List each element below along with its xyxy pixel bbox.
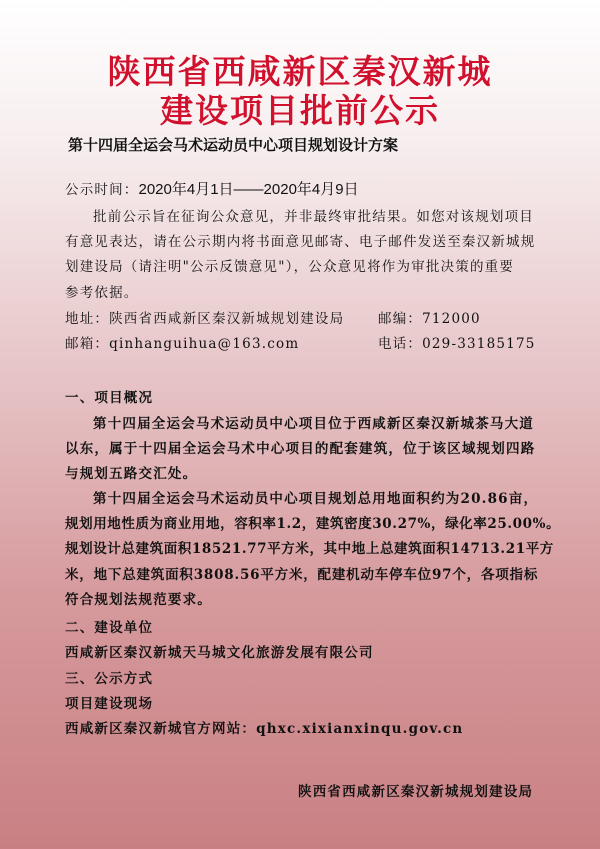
section-1-line: 米，地下总建筑面积3808.56平方米，配建机动车停车位97个，各项指标 xyxy=(65,567,539,583)
section-1-line: 以东，属于十四届全运会马术中心项目的配套建筑，位于该区域规划四路 xyxy=(65,441,536,457)
period-value: 2020年4月1日——2020年4月9日 xyxy=(138,181,359,198)
official-website[interactable]: 西咸新区秦汉新城官方网站：qhxc.xixianxinqu.gov.cn xyxy=(65,721,464,737)
postcode: 邮编：712000 xyxy=(378,311,481,327)
section-2-title: 二、建设单位 xyxy=(65,620,154,636)
section-3-title: 三、公示方式 xyxy=(65,671,154,687)
section-1-line: 规划用地性质为商业用地，容积率1.2，建筑密度30.27%，绿化率25.00%。 xyxy=(65,516,561,532)
intro-line: 有意见表达，请在公示期内将书面意见邮寄、电子邮件发送至秦汉新城规 xyxy=(65,234,536,250)
section-1-line: 与规划五路交汇处。 xyxy=(65,466,198,482)
phone: 电话：029-33185175 xyxy=(378,336,536,352)
email[interactable]: 邮箱：qinhanguihua@163.com xyxy=(65,336,300,352)
section-1-line: 第十四届全运会马术运动员中心项目规划总用地面积约为20.86亩， xyxy=(93,491,539,507)
section-1-line: 规划设计总建筑面积18521.77平方米，其中地上总建筑面积14713.21平方 xyxy=(65,541,554,557)
section-1-line: 第十四届全运会马术运动员中心项目位于西咸新区秦汉新城茶马大道 xyxy=(93,416,534,432)
title-line-2: 建设项目批前公示 xyxy=(160,91,440,130)
project-subtitle: 第十四届全运会马术运动员中心项目规划设计方案 xyxy=(68,136,399,154)
title-line-1: 陕西省西咸新区秦汉新城 xyxy=(107,52,493,91)
section-1-line: 符合规划法规范要求。 xyxy=(65,592,212,608)
signature: 陕西省西咸新区秦汉新城规划建设局 xyxy=(298,784,534,800)
section-2-body: 西咸新区秦汉新城天马城文化旅游发展有限公司 xyxy=(65,645,374,661)
publicity-period xyxy=(65,178,359,199)
section-3-line: 项目建设现场 xyxy=(65,696,154,712)
intro-line: 参考依据。 xyxy=(65,285,139,301)
period-label: 公示时间： xyxy=(65,182,139,198)
address: 地址：陕西省西咸新区秦汉新城规划建设局 xyxy=(65,311,345,327)
intro-line: 批前公示旨在征询公众意见，并非最终审批结果。如您对该规划项目 xyxy=(93,209,534,225)
intro-line: 划建设局（请注明"公示反馈意见"），公众意见将作为审批决策的重要 xyxy=(65,259,515,275)
section-1-title: 一、项目概况 xyxy=(65,390,154,406)
